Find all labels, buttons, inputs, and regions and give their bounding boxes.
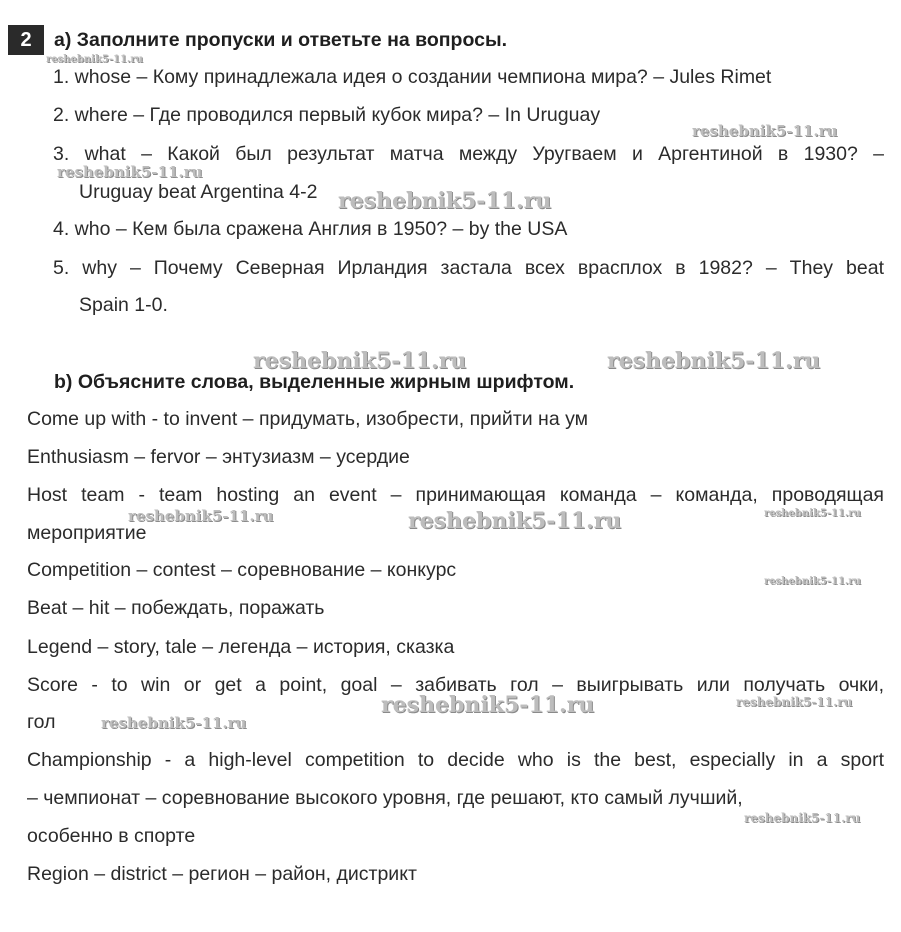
answer-line-2: 2. where – Где проводился первый кубок мира? – In Uruguay xyxy=(53,104,601,126)
watermark: reshebnik5-11.ru xyxy=(408,508,622,534)
watermark: reshebnik5-11.ru xyxy=(744,811,861,825)
watermark: reshebnik5-11.ru xyxy=(736,695,853,709)
watermark: reshebnik5-11.ru xyxy=(46,54,143,65)
definition-score-cont: гол xyxy=(27,711,56,733)
definition-competition: Competition – contest – соревнование – конкурс xyxy=(27,559,457,581)
definition-host-team-cont: мероприятие xyxy=(27,522,147,544)
watermark: reshebnik5-11.ru xyxy=(253,348,467,374)
watermark: reshebnik5-11.ru xyxy=(101,714,247,732)
watermark: reshebnik5-11.ru xyxy=(128,507,274,525)
definition-championship-cont: – чемпионат – соревнование высокого уровня, где решают, кто самый лучший, xyxy=(27,787,743,809)
definition-championship-cont-2: особенно в спорте xyxy=(27,825,196,847)
definition-championship: Championship - a high-level competition to decide who is the best, especially in a sport xyxy=(27,749,884,771)
definition-region: Region – district – регион – район, дистрикт xyxy=(27,863,417,885)
part-b-heading: b) Объясните слова, выделенные жирным шрифтом. xyxy=(54,371,575,393)
watermark: reshebnik5-11.ru xyxy=(607,348,821,374)
watermark: reshebnik5-11.ru xyxy=(381,692,595,718)
definition-enthusiasm: Enthusiasm – fervor – энтузиазм – усердие xyxy=(27,446,410,468)
definition-host-team: Host team - team hosting an event – принимающая команда – команда, проводящая xyxy=(27,484,884,506)
part-a-heading: а) Заполните пропуски и ответьте на вопросы. xyxy=(54,29,508,51)
watermark: reshebnik5-11.ru xyxy=(338,188,552,214)
answer-line-5: 5. why – Почему Северная Ирландия застала всех врасплох в 1982? – They beat xyxy=(53,257,884,279)
watermark: reshebnik5-11.ru xyxy=(57,163,203,181)
definition-come-up-with: Come up with - to invent – придумать, изобрести, прийти на ум xyxy=(27,408,589,430)
answer-line-1: 1. whose – Кому принадлежала идея о создании чемпиона мира? – Jules Rimet xyxy=(53,66,772,88)
watermark: reshebnik5-11.ru xyxy=(764,508,861,519)
answer-line-4: 4. who – Кем была сражена Англия в 1950? – by the USA xyxy=(53,218,568,240)
watermark: reshebnik5-11.ru xyxy=(764,576,861,587)
watermark: reshebnik5-11.ru xyxy=(692,122,838,140)
answer-line-5-cont: Spain 1-0. xyxy=(79,294,168,316)
answer-line-3: 3. what – Какой был результат матча между Уругваем и Аргентиной в 1930? – xyxy=(53,143,884,165)
definition-beat: Beat – hit – побеждать, поражать xyxy=(27,597,325,619)
answer-line-3-cont: Uruguay beat Argentina 4-2 xyxy=(79,181,318,203)
definition-legend: Legend – story, tale – легенда – история, сказка xyxy=(27,636,455,658)
task-number-badge: 2 xyxy=(8,25,44,55)
definition-score: Score - to win or get a point, goal – забивать гол – выигрывать или получать очки, xyxy=(27,674,884,696)
